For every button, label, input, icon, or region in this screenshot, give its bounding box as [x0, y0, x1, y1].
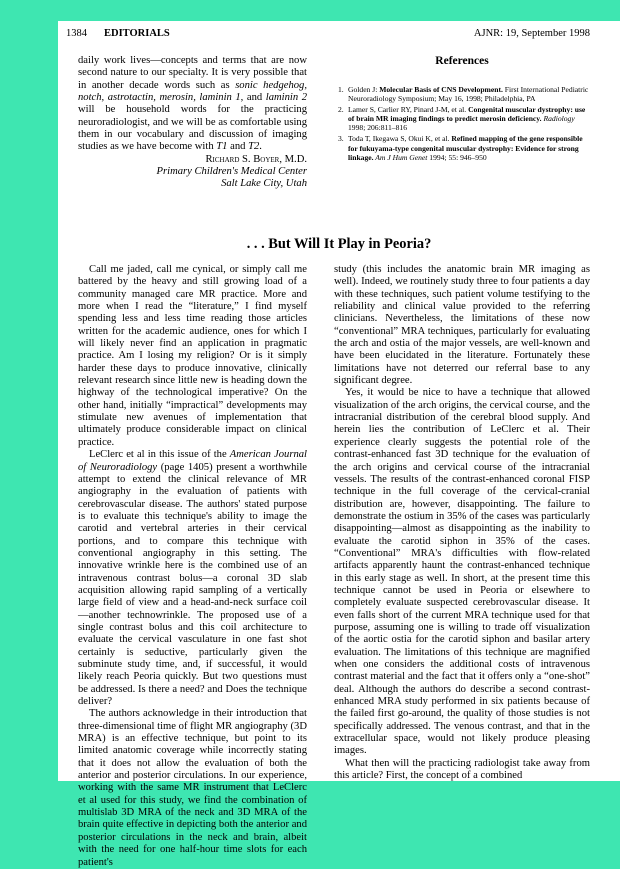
- text-run: will be household words for the practicing neuroradiologist, and we will be as comfortable using them in our vocabulary and discussion of imaging studies as we have become with: [78, 104, 307, 153]
- reference-title: Congenital muscular dystrophy: use of brain MR imaging findings to predict merosin deficiency.: [348, 105, 586, 124]
- body-paragraph: [78, 449, 307, 708]
- reference-item: [334, 85, 590, 103]
- previous-editorial-ending: [78, 55, 307, 191]
- journal-name: American Journal of Neuroradiology: [78, 449, 307, 473]
- reference-title: Molecular Basis of CNS Development.: [379, 85, 503, 94]
- text-run: and: [227, 141, 249, 153]
- closing-paragraph: [78, 55, 307, 154]
- reference-authors: Toda T, Ikegawa S, Okui K, et al.: [348, 134, 452, 144]
- reference-authors: Golden J:: [348, 85, 380, 94]
- text-run: and: [243, 92, 266, 104]
- journal-citation: AJNR: 19, September 1998: [473, 28, 590, 39]
- reference-source: 1994; 55: 946–950: [427, 152, 487, 162]
- section-title: EDITORIALS: [104, 28, 170, 39]
- reference-authors: Lamer S, Carlier RY, Pinard J-M, et al.: [348, 105, 469, 115]
- author-name: Richard S. Boyer, M.D.: [205, 153, 307, 165]
- reference-number: 1.: [338, 85, 344, 94]
- text-run: (page 1405) present a worthwhile attempt to extend the clinical relevance of MR angiography in the evaluation of patients with cerebrovascular disease. The authors' stated purpose is to evaluate this technique's ability to image the carotid and vertebral arteries in their cervical portions, and to compare this technique with conventional angiography in this setting. The innovative wrinkle here is the combined use of an intravenous contrast bolus—a coronal 3D slab acquisition allowing rapid sampling of a vertically large field of view and a head-and-neck surface coil—another technowrinkle. The proposed use of a single contrast bolus and this coil architecture to evaluate the cervical vasculature in one fast shot certainly is seductive, particularly given the subminute study time, and, if successful, it would likely reach Peoria quickly. But two questions must be addressed. Is there a need? and Does the technique deliver?: [78, 461, 307, 708]
- reference-journal: Am J Hum Genet: [373, 152, 428, 162]
- text-run: .: [259, 141, 262, 153]
- article-body-right-column: [334, 264, 590, 782]
- page-number: 1384: [66, 28, 87, 39]
- body-paragraph: Yes, it would be nice to have a technique that allowed visualization of the arch origins, the cervical course, and the intracranial distribution of the cerebral blood supply. And herein lies the contribution of LeClerc et al. Their experience clearly suggests the potential role of the contrast-enhanced fast 3D technique for the evaluation of the arch origins and cervical course of the intracranial vessels. The results of the contrast-enhanced coronal FISP technique in the full coverage of the cervical-cranial distribution are, however, disappointing. The failure to demonstrate the ostium in 35% of the cases was particularly disappointing—almost as disappointing as the inability to evaluate the carotid siphon in 35% of the cases. “Conventional” MRA's difficulties with flow-related artifacts apparently haunt the contrast-enhanced technique in this early stage as well. In short, at the present time this technique cannot be used in Peoria or elsewhere to completely evaluate suspected cerebrovascular disease. It even falls short of the current MRA technique used for that purpose, assuming one is willing to trade off visualization of the aortic ostia for the carotid siphon and basilar artery evaluation. The limitations of this technique are magnified when one considers the additional costs of intravenous contrast material and the fact that it offers only a “one-shot” deal. Although the authors do describe a second contrast-enhanced MRA study performed in six patients because of the failed first go-around, the quality of those studies is not specifically addressed. The venous contrast, and that in the extracellular space, would not likely produce pleasing images.: [334, 387, 590, 757]
- body-paragraph: study (this includes the anatomic brain MR imaging as well). Indeed, we routinely study three to four patients a day with these techniques, such patient volume testifying to the reliability and clinical value provided to the referring clinicians. Nevertheless, the limitations of these now “conventional” MRA techniques, particularly for evaluating the arch and ostia of the major vessels, are well-known and have been elucidated in the literature. Fortunately these limitations have not deterred our referral base to any significant degree.: [334, 264, 590, 387]
- article-title: . . . But Will It Play in Peoria?: [246, 236, 432, 252]
- reference-source: 1998; 206:811–816: [348, 123, 407, 133]
- references-section: [334, 55, 590, 164]
- text-run: daily work lives—concepts and terms that are now second nature to our specialty. It is very possible that in another decade words such as: [78, 55, 307, 91]
- italic-term: T1: [216, 141, 228, 153]
- reference-item: [334, 105, 590, 132]
- reference-item: [334, 134, 590, 161]
- reference-number: 2.: [338, 105, 344, 115]
- author-location: Salt Lake City, Utah: [221, 178, 307, 190]
- italic-term: laminin 2: [265, 92, 307, 104]
- reference-title: Refined mapping of the gene responsible for fukuyama-type congenital muscular dystrophy: Evidence for strong linkage.: [348, 134, 583, 162]
- italic-term: sonic hedgehog, notch, astrotactin, merosin, laminin 1,: [78, 79, 307, 104]
- article-body-left-column: [78, 264, 307, 869]
- reference-journal: Radiology: [541, 114, 575, 124]
- body-paragraph: What then will the practicing radiologist take away from this article? First, the concept of a combined: [334, 757, 590, 782]
- reference-source: First International Pediatric Neuroradiology Symposium; May 16, 1998; Philadelphia, PA: [348, 85, 589, 104]
- reference-number: 3.: [338, 134, 344, 144]
- references-heading: References: [435, 55, 489, 67]
- italic-term: T2: [248, 141, 260, 153]
- references-list: [334, 85, 590, 162]
- body-paragraph: Call me jaded, call me cynical, or simply call me battered by the heavy and still growing load of a community managed care MR practice. More and more when I read the “literature,” I find myself spending less and less time reading those articles written for the academic audience, ones for which I will likely never find an application in pragmatic practice. Am I losing my religion? Or is it simply harder these days to produce innovative, clinically relevant research since little new is heading down the highway of the technological imperative? On the other hand, initially “impractical” developments may stimulate new avenues of implementation that ultimately produce considerable impact on clinical practice.: [78, 264, 307, 448]
- text-run: LeClerc et al in this issue of the: [89, 449, 230, 461]
- author-institution: Primary Children's Medical Center: [156, 166, 307, 178]
- author-signature: [78, 154, 307, 191]
- journal-page: [58, 21, 620, 868]
- body-paragraph: The authors acknowledge in their introduction that three-dimensional time of flight MR angiography (3D MRA) is an effective technique, but point to its limited anatomic coverage while incorrectly stating that it does not allow the evaluation of both the anterior and posterior circulations. In our experience, working with the same MR instrument that LeClerc et al used for this study, we find the combination of multislab 3D MRA of the neck and 3D MRA of the brain quite effective in depicting both the anterior and posterior circulations in the neck and brain, albeit with the need for one half-hour time slots for each patient's: [78, 708, 307, 868]
